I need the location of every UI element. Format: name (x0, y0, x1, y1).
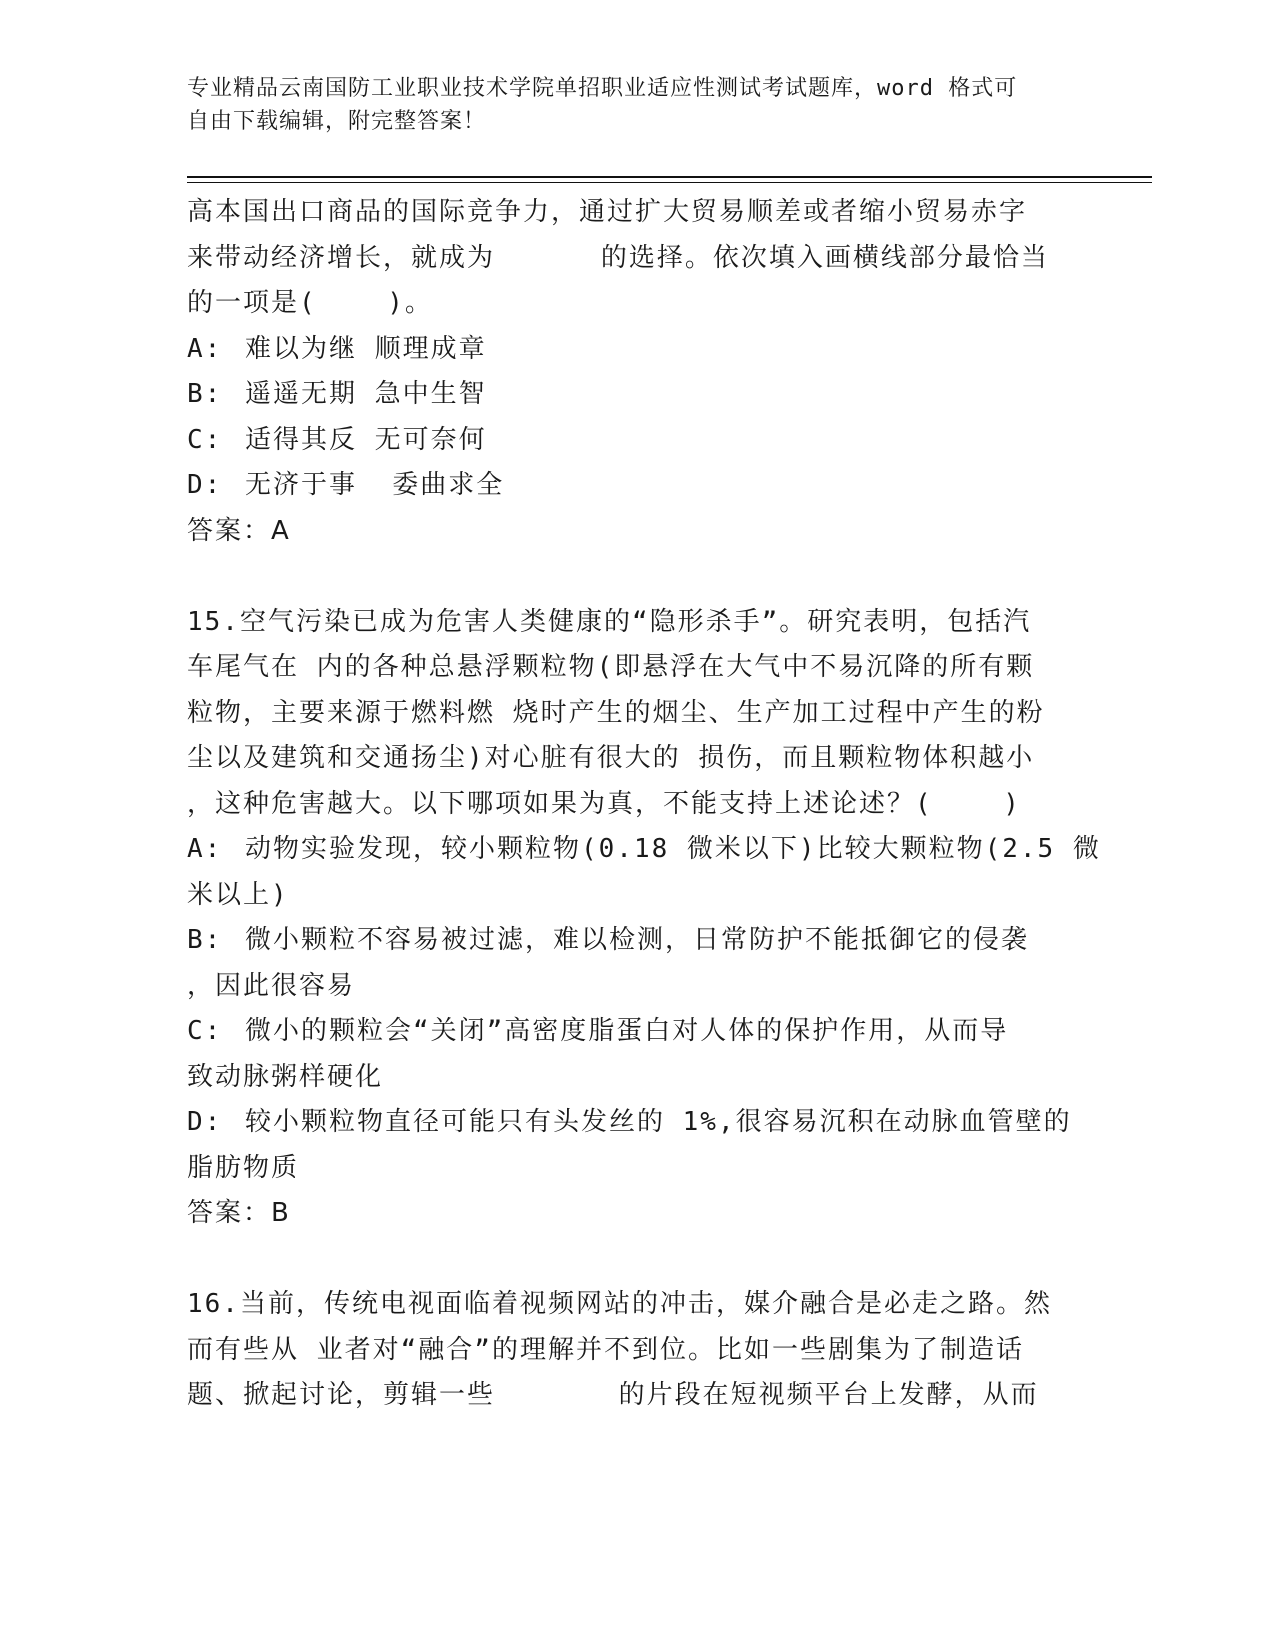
option-text: 微小的颗粒会“关闭”高密度脂蛋白对人体的保护作用，从而导 (245, 1016, 1009, 1046)
option-b (187, 372, 1087, 418)
option-continuation: 致动脉粥样硬化 (187, 1061, 384, 1092)
spacer (187, 554, 1087, 600)
option-letter: C: (187, 1016, 223, 1046)
option-letter: B: (187, 379, 223, 409)
option-text: 适得其反 无可奈何 (245, 424, 487, 455)
question-text-line: 高本国出口商品的国际竞争力，通过扩大贸易顺差或者缩小贸易赤字 (187, 197, 1028, 227)
option-a (187, 827, 1101, 873)
option-text: 动物实验发现，较小颗粒物(0.18 微米以下)比较大颗粒物(2.5 微 (245, 834, 1101, 864)
spacer (187, 1237, 1087, 1283)
option-text: 无济于事 委曲求全 (245, 470, 505, 500)
option-letter: C: (187, 424, 223, 455)
question-text-line: 15.空气污染已成为危害人类健康的“隐形杀手”。研究表明，包括汽 (187, 606, 1032, 637)
option-continuation: 米以上) (187, 879, 289, 910)
header-line-1: 专业精品云南国防工业职业技术学院单招职业适应性测试考试题库，word 格式可 (187, 76, 1018, 101)
question-14 (187, 190, 1087, 554)
option-letter: B: (187, 925, 223, 955)
option-letter: D: (187, 470, 223, 500)
question-16 (187, 1282, 1087, 1419)
question-15 (187, 600, 1101, 1237)
question-text-line: ，这种危害越大。以下哪项如果为真，不能支持上述论述？( ) (187, 788, 1021, 819)
question-text-line: 16.当前，传统电视面临着视频网站的冲击，媒介融合是必走之路。然 (187, 1289, 1052, 1319)
option-d (187, 463, 1087, 509)
option-text: 难以为继 顺理成章 (245, 333, 487, 364)
option-b (187, 918, 1087, 964)
option-continuation: ，因此很容易 (187, 970, 356, 1001)
question-text-line: 的一项是( )。 (187, 288, 433, 318)
answer-line: 答案：B (187, 1198, 291, 1228)
option-a (187, 327, 1087, 373)
option-text: 微小颗粒不容易被过滤，难以检测，日常防护不能抵御它的侵袭 (245, 925, 1030, 955)
option-text: 较小颗粒物直径可能只有头发丝的 1%,很容易沉积在动脉血管壁的 (245, 1107, 1072, 1137)
answer-line: 答案：A (187, 515, 291, 546)
option-continuation: 脂肪物质 (187, 1152, 300, 1183)
question-text-line: 尘以及建筑和交通扬尘)对心脏有很大的 损伤，而且颗粒物体积越小 (187, 743, 1035, 773)
option-letter: A: (187, 834, 223, 864)
question-text-line: 题、掀起讨论，剪辑一些 的片段在短视频平台上发酵，从而 (187, 1380, 1039, 1410)
header-rule (187, 176, 1152, 178)
question-text-line: 粒物，主要来源于燃料燃 烧时产生的烟尘、生产加工过程中产生的粉 (187, 697, 1045, 728)
option-letter: D: (187, 1107, 223, 1137)
question-text-line: 车尾气在 内的各种总悬浮颗粒物(即悬浮在大气中不易沉降的所有颗 (187, 652, 1035, 682)
option-d (187, 1100, 1087, 1146)
header-line-2: 自由下载编辑，附完整答案！ (187, 109, 487, 134)
question-text-line: 来带动经济增长，就成为 的选择。依次填入画横线部分最恰当 (187, 242, 1049, 273)
option-c (187, 1009, 1087, 1055)
option-c (187, 418, 1087, 464)
option-letter: A: (187, 333, 223, 364)
question-text-line: 而有些从 业者对“融合”的理解并不到位。比如一些剧集为了制造话 (187, 1334, 1024, 1365)
question-content (187, 190, 1101, 1419)
page-header (187, 72, 1067, 138)
option-text: 遥遥无期 急中生智 (245, 379, 487, 409)
header-rule-thin (187, 182, 1152, 183)
